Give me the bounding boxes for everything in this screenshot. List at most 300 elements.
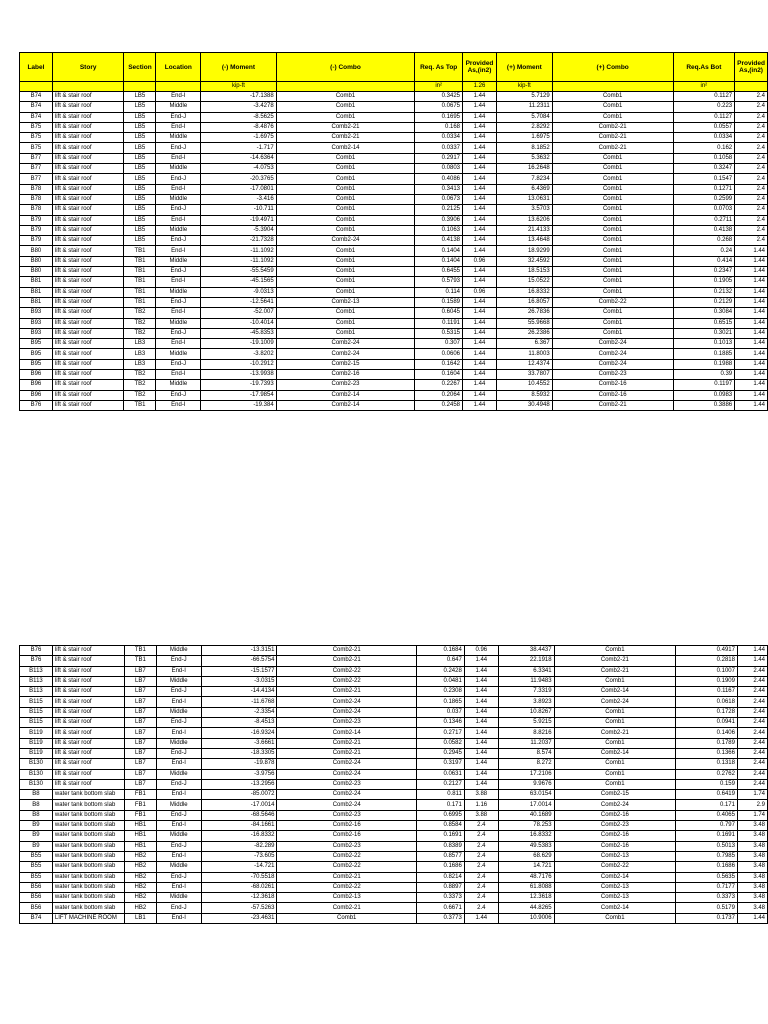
cell-provided-as-top: 0.96 <box>464 646 498 656</box>
cell-location: End-J <box>156 328 201 338</box>
cell-pos-combo: Comb1 <box>552 246 673 256</box>
table-row <box>20 349 768 359</box>
cell-neg-combo: Comb2-22 <box>277 851 416 861</box>
cell-section: LB7 <box>124 718 156 728</box>
cell-pos-combo: Comb1 <box>552 92 673 102</box>
cell-story: lift & stair roof <box>52 400 124 410</box>
cell-pos-moment: 6.367 <box>497 339 553 349</box>
cell-pos-combo: Comb2-21 <box>552 400 673 410</box>
cell-req-as-top: 0.1589 <box>415 297 463 307</box>
cell-neg-combo: Comb2-21 <box>277 656 416 666</box>
cell-pos-moment: 6.4369 <box>497 184 553 194</box>
cell-neg-moment: -14.4134 <box>201 687 277 697</box>
cell-pos-moment: 38.4437 <box>498 646 554 656</box>
cell-provided-as-top: 1.44 <box>463 215 497 225</box>
cell-location: End-I <box>156 666 201 676</box>
cell-req-as-top: 0.0675 <box>415 102 463 112</box>
cell-pos-moment: 7.8234 <box>497 174 553 184</box>
cell-location: Middle <box>156 738 201 748</box>
cell-provided-as-bot: 1.44 <box>735 308 768 318</box>
cell-neg-combo: Comb2-23 <box>277 841 416 851</box>
cell-provided-as-bot: 3.48 <box>737 821 767 831</box>
cell-req-as-bot: 0.24 <box>673 246 735 256</box>
cell-section: TB2 <box>124 328 156 338</box>
cell-req-as-bot: 0.1013 <box>673 339 735 349</box>
cell-provided-as-bot: 1.44 <box>737 646 767 656</box>
cell-pos-combo: Comb2-24 <box>552 339 673 349</box>
cell-req-as-top: 0.171 <box>416 800 464 810</box>
cell-pos-combo: Comb2-13 <box>554 851 676 861</box>
cell-section: LB5 <box>124 122 156 132</box>
cell-req-as-top: 0.2125 <box>415 205 463 215</box>
cell-location: End-J <box>156 841 201 851</box>
cell-provided-as-bot: 1.44 <box>735 370 768 380</box>
cell-neg-combo: Comb1 <box>276 194 415 204</box>
cell-section: HB1 <box>124 821 156 831</box>
cell-pos-moment: 68.629 <box>498 851 554 861</box>
cell-section: LB7 <box>124 707 156 717</box>
cell-provided-as-top: 1.44 <box>463 349 497 359</box>
cell-label: B75 <box>20 122 53 132</box>
cell-location: End-J <box>156 297 201 307</box>
cell-story: water tank bottom slab <box>52 831 124 841</box>
cell-neg-moment: -15.1577 <box>201 666 277 676</box>
cell-section: TB1 <box>124 287 156 297</box>
cell-location: End-J <box>156 359 201 369</box>
cell-section: TB1 <box>124 267 156 277</box>
cell-provided-as-bot: 1.44 <box>737 656 767 666</box>
cell-pos-moment: 8.5932 <box>497 390 553 400</box>
cell-pos-combo: Comb1 <box>552 112 673 122</box>
cell-label: B93 <box>20 328 53 338</box>
cell-label: B96 <box>20 390 53 400</box>
cell-provided-as-top: 1.44 <box>463 184 497 194</box>
cell-label: B9 <box>20 831 53 841</box>
cell-req-as-top: 0.0582 <box>416 738 464 748</box>
cell-location: Middle <box>156 349 201 359</box>
cell-provided-as-bot: 2.44 <box>737 759 767 769</box>
cell-location: Middle <box>156 862 201 872</box>
cell-label: B76 <box>20 646 53 656</box>
cell-pos-moment: 18.9299 <box>497 246 553 256</box>
cell-req-as-bot: 0.162 <box>673 143 735 153</box>
cell-label: B113 <box>20 666 53 676</box>
cell-provided-as-top: 0.96 <box>463 287 497 297</box>
cell-label: B8 <box>20 790 53 800</box>
cell-story: lift & stair roof <box>52 277 124 287</box>
cell-provided-as-bot: 3.48 <box>737 831 767 841</box>
cell-section: LB5 <box>124 112 156 122</box>
cell-provided-as-top: 1.44 <box>464 913 498 923</box>
column-header-req-as-top: Req. As Top <box>415 53 463 82</box>
cell-pos-combo: Comb1 <box>554 707 676 717</box>
cell-req-as-bot: 0.0983 <box>673 390 735 400</box>
cell-provided-as-bot: 2.4 <box>735 194 768 204</box>
cell-req-as-bot: 0.3247 <box>673 164 735 174</box>
cell-label: B56 <box>20 903 53 913</box>
cell-label: B119 <box>20 728 53 738</box>
table-row <box>20 287 768 297</box>
cell-req-as-bot: 0.5635 <box>676 872 738 882</box>
cell-neg-combo: Comb1 <box>276 205 415 215</box>
table-body <box>20 82 768 411</box>
unit-label <box>20 82 53 92</box>
cell-req-as-top: 0.2064 <box>415 390 463 400</box>
cell-req-as-top: 0.1404 <box>415 246 463 256</box>
cell-provided-as-bot: 2.4 <box>735 102 768 112</box>
cell-neg-combo: Comb1 <box>276 256 415 266</box>
cell-provided-as-top: 1.44 <box>463 277 497 287</box>
cell-provided-as-bot: 3.48 <box>737 903 767 913</box>
table-row <box>20 215 768 225</box>
cell-label: B74 <box>20 913 53 923</box>
cell-section: LB3 <box>124 359 156 369</box>
table-row <box>20 821 768 831</box>
cell-neg-combo: Comb2-14 <box>276 143 415 153</box>
cell-pos-moment: 10.9006 <box>498 913 554 923</box>
cell-section: LB7 <box>124 676 156 686</box>
cell-story: water tank bottom slab <box>52 872 124 882</box>
cell-section: LB5 <box>124 174 156 184</box>
cell-label: B56 <box>20 893 53 903</box>
cell-location: Middle <box>156 769 201 779</box>
cell-provided-as-top: 1.44 <box>463 194 497 204</box>
column-header-neg-moment: (-) Moment <box>201 53 276 82</box>
cell-req-as-top: 0.2717 <box>416 728 464 738</box>
cell-pos-combo: Comb1 <box>552 215 673 225</box>
cell-neg-moment: -11.1092 <box>201 246 276 256</box>
cell-req-as-bot: 0.5013 <box>676 841 738 851</box>
cell-req-as-top: 0.3906 <box>415 215 463 225</box>
table-row <box>20 738 768 748</box>
cell-label: B113 <box>20 676 53 686</box>
cell-neg-combo: Comb2-24 <box>276 349 415 359</box>
cell-label: B95 <box>20 339 53 349</box>
cell-section: LB7 <box>124 697 156 707</box>
cell-section: LB7 <box>124 738 156 748</box>
design-table-bottom <box>19 645 768 924</box>
cell-provided-as-bot: 2.4 <box>735 215 768 225</box>
cell-pos-combo: Comb1 <box>552 256 673 266</box>
cell-location: End-I <box>156 728 201 738</box>
cell-section: LB5 <box>124 164 156 174</box>
column-header-section: Section <box>124 53 156 82</box>
cell-neg-moment: -12.5641 <box>201 297 276 307</box>
table-body <box>20 646 768 924</box>
table-row <box>20 339 768 349</box>
cell-story: lift & stair roof <box>52 656 124 666</box>
cell-provided-as-top: 0.96 <box>463 256 497 266</box>
table-row <box>20 400 768 410</box>
cell-provided-as-bot: 2.4 <box>735 122 768 132</box>
cell-neg-moment: -16.9324 <box>201 728 277 738</box>
cell-neg-moment: -2.3354 <box>201 707 277 717</box>
cell-neg-combo: Comb1 <box>276 225 415 235</box>
cell-provided-as-top: 3.88 <box>464 790 498 800</box>
cell-label: B93 <box>20 318 53 328</box>
cell-section: TB1 <box>124 400 156 410</box>
cell-section: HB2 <box>124 893 156 903</box>
cell-req-as-bot: 0.2762 <box>676 769 738 779</box>
cell-req-as-top: 0.1063 <box>415 225 463 235</box>
cell-neg-moment: -10.711 <box>201 205 276 215</box>
cell-req-as-bot: 0.1366 <box>676 748 738 758</box>
cell-location: End-I <box>156 821 201 831</box>
cell-section: LB7 <box>124 759 156 769</box>
cell-pos-combo: Comb1 <box>552 236 673 246</box>
table-row <box>20 122 768 132</box>
cell-provided-as-top: 3.88 <box>464 810 498 820</box>
cell-story: lift & stair roof <box>52 718 124 728</box>
cell-provided-as-top: 1.44 <box>463 205 497 215</box>
cell-story: lift & stair roof <box>52 92 124 102</box>
cell-neg-moment: -13.2956 <box>201 779 277 789</box>
cell-neg-combo: Comb1 <box>276 215 415 225</box>
table-row <box>20 666 768 676</box>
cell-neg-moment: -23.4631 <box>201 913 277 923</box>
cell-req-as-top: 0.8214 <box>416 872 464 882</box>
cell-provided-as-top: 1.44 <box>464 656 498 666</box>
cell-section: LB7 <box>124 666 156 676</box>
cell-section: LB5 <box>124 205 156 215</box>
table-row <box>20 359 768 369</box>
cell-section: LB3 <box>124 339 156 349</box>
cell-story: lift & stair roof <box>52 359 124 369</box>
cell-section: TB1 <box>124 656 156 666</box>
cell-label: B80 <box>20 256 53 266</box>
table-row <box>20 267 768 277</box>
cell-label: B55 <box>20 851 53 861</box>
cell-req-as-bot: 0.1885 <box>673 349 735 359</box>
cell-req-as-top: 0.2458 <box>415 400 463 410</box>
cell-neg-moment: -17.0014 <box>201 800 277 810</box>
cell-req-as-top: 0.2428 <box>416 666 464 676</box>
cell-section: LB5 <box>124 194 156 204</box>
cell-req-as-top: 0.4086 <box>415 174 463 184</box>
cell-provided-as-bot: 2.44 <box>737 718 767 728</box>
cell-req-as-bot: 0.3084 <box>673 308 735 318</box>
cell-neg-moment: -10.2912 <box>201 359 276 369</box>
cell-provided-as-bot: 2.44 <box>737 748 767 758</box>
cell-pos-moment: 26.7836 <box>497 308 553 318</box>
cell-section: LB5 <box>124 184 156 194</box>
cell-req-as-bot: 0.171 <box>676 800 738 810</box>
cell-location: End-J <box>156 687 201 697</box>
cell-label: B81 <box>20 287 53 297</box>
cell-req-as-top: 0.2308 <box>416 687 464 697</box>
cell-pos-combo: Comb1 <box>554 769 676 779</box>
cell-neg-moment: -70.5518 <box>201 872 277 882</box>
cell-label: B115 <box>20 718 53 728</box>
cell-neg-moment: -3.416 <box>201 194 276 204</box>
cell-pos-moment: 5.9215 <box>498 718 554 728</box>
cell-story: water tank bottom slab <box>52 790 124 800</box>
cell-req-as-bot: 0.1007 <box>676 666 738 676</box>
cell-section: TB2 <box>124 308 156 318</box>
cell-location: Middle <box>156 831 201 841</box>
cell-neg-moment: -3.8202 <box>201 349 276 359</box>
cell-neg-combo: Comb2-24 <box>277 800 416 810</box>
cell-req-as-bot: 0.159 <box>676 779 738 789</box>
units-row <box>20 82 768 92</box>
cell-label: B9 <box>20 841 53 851</box>
cell-label: B74 <box>20 92 53 102</box>
cell-label: B96 <box>20 370 53 380</box>
cell-location: End-I <box>156 400 201 410</box>
table-row <box>20 707 768 717</box>
cell-req-as-top: 0.1346 <box>416 718 464 728</box>
cell-neg-combo: Comb2-22 <box>277 666 416 676</box>
cell-provided-as-bot: 2.4 <box>735 92 768 102</box>
cell-req-as-top: 0.3413 <box>415 184 463 194</box>
cell-provided-as-bot: 2.44 <box>737 707 767 717</box>
cell-provided-as-top: 2.4 <box>464 851 498 861</box>
cell-neg-moment: -20.3765 <box>201 174 276 184</box>
cell-pos-combo: Comb2-24 <box>552 349 673 359</box>
cell-neg-moment: -57.5263 <box>201 903 277 913</box>
cell-pos-combo: Comb1 <box>552 328 673 338</box>
cell-pos-moment: 13.6206 <box>497 215 553 225</box>
cell-provided-as-bot: 1.44 <box>735 359 768 369</box>
cell-provided-as-top: 1.44 <box>464 748 498 758</box>
cell-provided-as-bot: 1.44 <box>735 287 768 297</box>
cell-provided-as-bot: 1.44 <box>735 328 768 338</box>
cell-story: lift & stair roof <box>52 184 124 194</box>
cell-provided-as-bot: 2.4 <box>735 225 768 235</box>
table-row <box>20 718 768 728</box>
cell-story: lift & stair roof <box>52 707 124 717</box>
cell-label: B74 <box>20 102 53 112</box>
cell-req-as-bot: 0.1905 <box>673 277 735 287</box>
cell-req-as-bot: 0.4138 <box>673 225 735 235</box>
unit-location <box>156 82 201 92</box>
cell-neg-combo: Comb2-23 <box>277 810 416 820</box>
cell-label: B81 <box>20 277 53 287</box>
table-row <box>20 800 768 810</box>
cell-pos-combo: Comb2-16 <box>554 810 676 820</box>
cell-story: lift & stair roof <box>52 728 124 738</box>
cell-neg-combo: Comb1 <box>276 102 415 112</box>
cell-pos-moment: 13.0631 <box>497 194 553 204</box>
cell-provided-as-top: 1.44 <box>463 112 497 122</box>
cell-req-as-bot: 0.6419 <box>676 790 738 800</box>
cell-story: lift & stair roof <box>52 687 124 697</box>
cell-req-as-top: 0.1695 <box>415 112 463 122</box>
cell-pos-combo: Comb1 <box>552 102 673 112</box>
cell-story: lift & stair roof <box>52 697 124 707</box>
unit-story <box>52 82 124 92</box>
cell-req-as-top: 0.6455 <box>415 267 463 277</box>
cell-section: LB5 <box>124 225 156 235</box>
cell-req-as-top: 0.6045 <box>415 308 463 318</box>
cell-location: Middle <box>156 133 201 143</box>
cell-pos-combo: Comb1 <box>552 277 673 287</box>
cell-pos-combo: Comb1 <box>552 267 673 277</box>
cell-req-as-bot: 0.5179 <box>676 903 738 913</box>
cell-provided-as-bot: 2.4 <box>735 164 768 174</box>
cell-section: LB5 <box>124 143 156 153</box>
cell-req-as-bot: 0.2599 <box>673 194 735 204</box>
cell-req-as-bot: 0.7177 <box>676 882 738 892</box>
cell-story: lift & stair roof <box>52 328 124 338</box>
table-row <box>20 133 768 143</box>
cell-req-as-top: 0.5315 <box>415 328 463 338</box>
cell-label: B119 <box>20 738 53 748</box>
table-row <box>20 205 768 215</box>
table-row <box>20 893 768 903</box>
cell-provided-as-top: 1.44 <box>464 759 498 769</box>
table-row <box>20 318 768 328</box>
cell-req-as-top: 0.6995 <box>416 810 464 820</box>
cell-provided-as-bot: 3.48 <box>737 882 767 892</box>
cell-provided-as-top: 2.4 <box>464 882 498 892</box>
cell-req-as-top: 0.1686 <box>416 862 464 872</box>
table-row <box>20 862 768 872</box>
cell-req-as-top: 0.8577 <box>416 851 464 861</box>
cell-provided-as-bot: 2.4 <box>735 236 768 246</box>
cell-pos-moment: 5.7129 <box>497 92 553 102</box>
cell-neg-moment: -11.6768 <box>201 697 277 707</box>
cell-location: End-I <box>156 153 201 163</box>
cell-neg-combo: Comb1 <box>276 112 415 122</box>
cell-provided-as-bot: 1.44 <box>735 318 768 328</box>
cell-provided-as-bot: 1.44 <box>735 297 768 307</box>
cell-location: End-I <box>156 308 201 318</box>
cell-pos-moment: 33.7807 <box>497 370 553 380</box>
cell-neg-combo: Comb1 <box>276 277 415 287</box>
cell-neg-combo: Comb2-24 <box>276 339 415 349</box>
cell-pos-combo: Comb1 <box>552 287 673 297</box>
table-row <box>20 328 768 338</box>
cell-req-as-bot: 0.1127 <box>673 112 735 122</box>
cell-section: TB1 <box>124 246 156 256</box>
cell-req-as-bot: 0.1728 <box>676 707 738 717</box>
cell-req-as-bot: 0.0618 <box>676 697 738 707</box>
cell-provided-as-top: 1.44 <box>463 359 497 369</box>
cell-label: B80 <box>20 267 53 277</box>
cell-neg-moment: -13.3151 <box>201 646 277 656</box>
cell-story: lift & stair roof <box>52 267 124 277</box>
cell-neg-combo: Comb2-24 <box>276 236 415 246</box>
cell-provided-as-top: 1.44 <box>463 143 497 153</box>
cell-neg-combo: Comb1 <box>276 328 415 338</box>
cell-location: End-I <box>156 246 201 256</box>
cell-provided-as-bot: 1.74 <box>737 790 767 800</box>
table-row <box>20 164 768 174</box>
table-row <box>20 851 768 861</box>
cell-neg-combo: Comb2-24 <box>277 707 416 717</box>
cell-provided-as-top: 2.4 <box>464 821 498 831</box>
cell-req-as-top: 0.2267 <box>415 380 463 390</box>
cell-provided-as-top: 1.44 <box>463 174 497 184</box>
cell-neg-moment: -10.4014 <box>201 318 276 328</box>
cell-provided-as-top: 1.44 <box>463 380 497 390</box>
cell-pos-combo: Comb1 <box>554 913 676 923</box>
cell-pos-combo: Comb1 <box>554 718 676 728</box>
cell-provided-as-bot: 1.44 <box>735 267 768 277</box>
table-row <box>20 143 768 153</box>
cell-provided-as-bot: 3.48 <box>737 872 767 882</box>
cell-section: HB2 <box>124 872 156 882</box>
cell-neg-combo: Comb2-24 <box>277 790 416 800</box>
cell-story: lift & stair roof <box>52 153 124 163</box>
cell-req-as-top: 0.8584 <box>416 821 464 831</box>
cell-req-as-bot: 0.2129 <box>673 297 735 307</box>
cell-pos-combo: Comb2-16 <box>552 380 673 390</box>
cell-label: B79 <box>20 215 53 225</box>
cell-neg-combo: Comb2-24 <box>277 759 416 769</box>
cell-pos-combo: Comb1 <box>552 153 673 163</box>
